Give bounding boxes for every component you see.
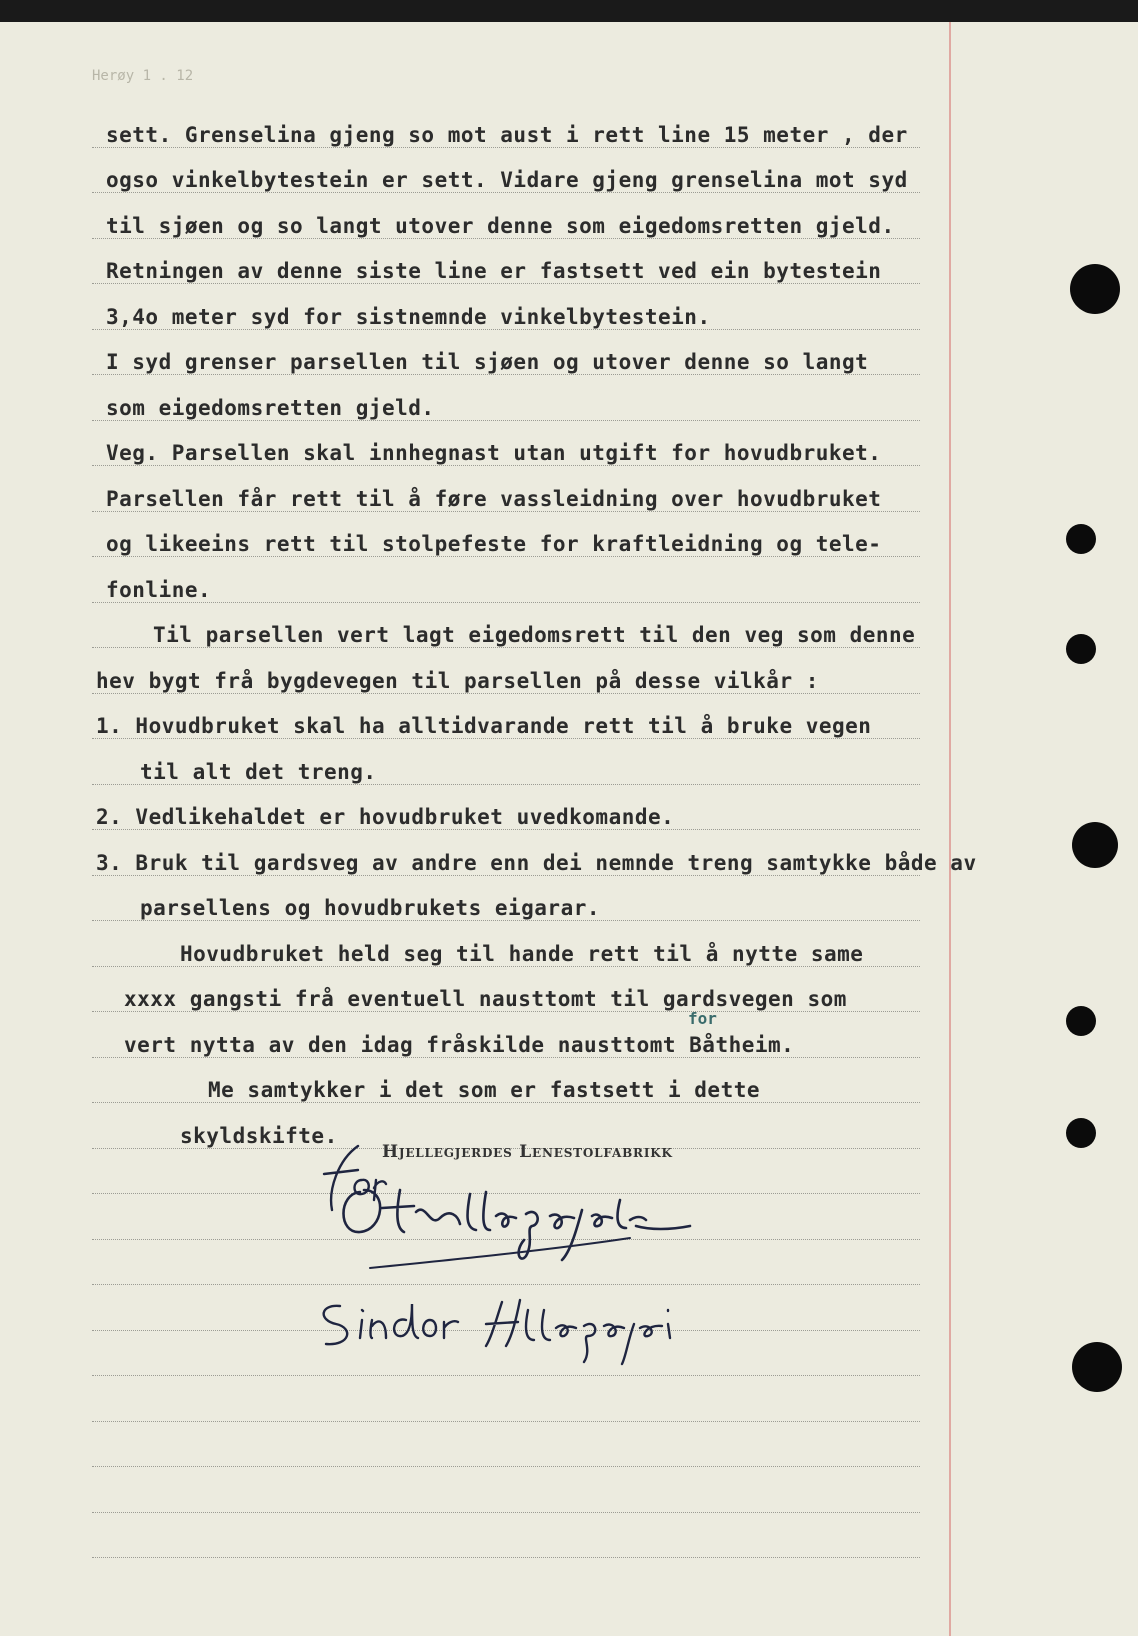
text-line: Veg. Parsellen skal innhegnast utan utgift for hovudbruket.: [106, 441, 882, 465]
text-line: til alt det treng.: [140, 760, 377, 784]
text-line: 2. Vedlikehaldet er hovudbruket uvedkomande.: [96, 805, 675, 829]
text-line: hev bygt frå bygdevegen til parsellen på desse vilkår :: [96, 669, 819, 693]
signature-sindor-hjellegjerde: [306, 1280, 686, 1370]
text-line: Retningen av denne siste line er fastsett ved ein bytestein: [106, 259, 882, 283]
text-line: skyldskifte.: [180, 1124, 338, 1148]
text-line: Parsellen får rett til å føre vassleidning over hovudbruket: [106, 487, 882, 511]
text-line: til sjøen og so langt utover denne som eigedomsretten gjeld.: [106, 214, 895, 238]
binder-hole: [1070, 264, 1120, 314]
margin-line: [949, 22, 951, 1636]
text-line: som eigedomsretten gjeld.: [106, 396, 435, 420]
binder-hole: [1066, 1118, 1096, 1148]
header-faint-text: Herøy 1 . 12: [92, 68, 194, 84]
text-line: Til parsellen vert lagt eigedomsrett til den veg som denne: [153, 623, 916, 647]
binder-hole: [1066, 634, 1096, 664]
binder-hole: [1066, 1006, 1096, 1036]
text-line: Me samtykker i det som er fastsett i dette: [208, 1078, 761, 1102]
binder-hole: [1072, 1342, 1122, 1392]
text-line: 1. Hovudbruket skal ha alltidvarande rett til å bruke vegen: [96, 714, 872, 738]
text-line: sett. Grenselina gjeng so mot aust i rett line 15 meter , der: [106, 123, 908, 147]
company-stamp: Hjellegjerdes Lenestolfabrikk: [382, 1142, 673, 1162]
text-line: Hovudbruket held seg til hande rett til å nytte same: [180, 942, 864, 966]
text-line: parsellens og hovudbrukets eigarar.: [140, 896, 601, 920]
ruled-line: [92, 602, 920, 603]
ruled-line: [92, 1466, 920, 1467]
signature-otto-hjellegjerde: [330, 1172, 710, 1282]
text-line: vert nytta av den idag fråskilde nausttomt Båtheim.: [124, 1033, 795, 1057]
text-line: og likeeins rett til stolpefeste for kraftleidning og tele-: [106, 532, 882, 556]
ruled-line: [92, 1557, 920, 1558]
text-line: 3,4o meter syd for sistnemnde vinkelbytestein.: [106, 305, 711, 329]
binder-hole: [1066, 524, 1096, 554]
binder-hole: [1072, 822, 1118, 868]
ruled-line: [92, 1375, 920, 1376]
text-line: ogso vinkelbytestein er sett. Vidare gjeng grenselina mot syd: [106, 168, 908, 192]
text-line: xxxx gangsti frå eventuell nausttomt til gardsvegen som: [124, 987, 847, 1011]
ruled-line: [92, 1421, 920, 1422]
text-line: I syd grenser parsellen til sjøen og utover denne so langt: [106, 350, 869, 374]
document-page: [0, 22, 1138, 1636]
insertion-note: for: [688, 1009, 717, 1028]
text-line: fonline.: [106, 578, 212, 602]
text-line: 3. Bruk til gardsveg av andre enn dei nemnde treng samtykke både av: [96, 851, 977, 875]
ruled-line: [92, 1512, 920, 1513]
